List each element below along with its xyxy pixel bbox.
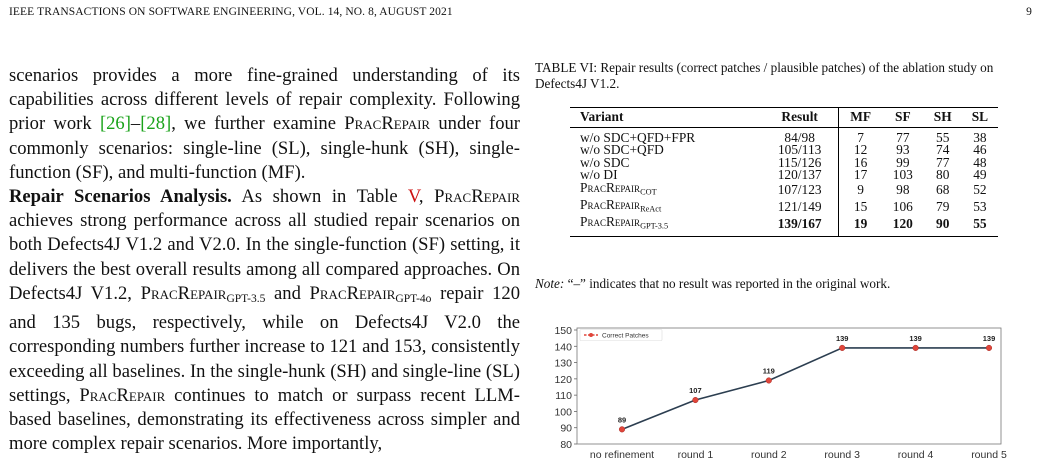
y-tick-label: 110 — [555, 390, 572, 403]
cell-result: 139/167 — [761, 216, 839, 236]
paragraph-scenarios: scenarios provides a more fine-grained understanding of its capabilities across different levels of repair complexity. Following prior work [26]–[28], we further examine PracRepair under four commonly scenarios: single-line (SL), single-hunk (SH), single-function (SF), and multi-function (MF). — [9, 65, 520, 183]
body-text-column — [9, 64, 520, 456]
series-line-correct-patches — [622, 348, 989, 429]
tool-subscript: GPT-3.5 — [226, 293, 266, 306]
page-number: 9 — [1026, 6, 1032, 18]
paragraph-heading: Repair Scenarios Analysis. — [9, 186, 232, 208]
x-tick-label: no refinement — [589, 449, 655, 461]
paragraph-repair-scenarios: Repair Scenarios Analysis. As shown in Table V, PracRepair achieves strong performance across all studied repair scenarios on both Defects4J V1.2 and V2.0. In the single-function (SF) setting, it delivers the best overall results among all compared approaches. On Defects4J V1.2, PracRepair$_{GPT-3.5}$ and PracRepair$_{GPT-4o}$ repair 120 and 135 bugs, respectively, while on Defects4J V2.0 the corresponding numbers further increase to 121 and 153, consistently exceeding all baselines. In the single-hunk (SH) and single-line (SL) settings, PracRepair continues to match or surpass recent LLM-based baselines, demonstrating its effectiveness across simpler and more complex repair scenarios. More importantly, — [9, 186, 520, 455]
cell-sf: 77 — [896, 129, 910, 145]
cell-sl: 53 — [973, 199, 987, 215]
cell-sh: 80 — [936, 167, 950, 183]
x-tick-label: round 4 — [897, 449, 934, 461]
table-header-row — [570, 108, 998, 128]
data-point — [839, 345, 845, 351]
cell-sl: 52 — [973, 182, 987, 198]
data-label: 119 — [762, 366, 775, 376]
cell-sl: 55 — [962, 216, 998, 236]
cell-sl: 49 — [973, 167, 987, 183]
x-tick-label: round 5 — [971, 449, 1007, 461]
citation-link-28[interactable]: [28] — [140, 113, 172, 135]
cell-mf: 19 — [839, 216, 882, 236]
cell-sf: 120 — [882, 216, 924, 236]
cell-variant: w/o SDC+QFD+FPR — [580, 129, 696, 145]
cell-sh: 77 — [936, 154, 950, 170]
table-note — [535, 276, 890, 292]
cell-variant: PracRepair$_{COT}$ — [580, 179, 657, 197]
cell-variant: w/o DI — [580, 167, 618, 183]
col-header: MF — [839, 108, 882, 128]
data-label: 107 — [689, 386, 702, 396]
data-label: 89 — [617, 415, 627, 425]
tool-name: PracRepair — [434, 186, 520, 208]
chart-plot-area — [618, 334, 995, 432]
cell-variant: PracRepair$_{ReAct}$ — [580, 196, 662, 214]
data-point — [986, 345, 992, 351]
cell-sh: 79 — [936, 199, 950, 215]
correct-patches-line-chart — [535, 318, 1007, 464]
col-header: SH — [924, 108, 962, 128]
cell-result: 121/149 — [761, 199, 839, 216]
cell-result: 115/126 — [761, 157, 839, 170]
cell-variant: PracRepair$_{GPT-3.5}$ — [570, 216, 761, 236]
data-point — [693, 397, 699, 403]
chart-legend — [580, 330, 662, 341]
y-tick-label: 120 — [554, 373, 572, 386]
y-tick-label: 90 — [560, 422, 572, 435]
cell-sf: 98 — [896, 182, 910, 198]
cell-result: 120/137 — [761, 169, 839, 182]
ablation-table — [570, 107, 998, 237]
cell-sl: 48 — [973, 154, 987, 170]
col-header: SF — [882, 108, 924, 128]
cell-sf: 103 — [892, 167, 913, 183]
cell-sl: 38 — [973, 129, 987, 145]
cell-sf: 93 — [896, 142, 910, 158]
y-tick-label: 100 — [554, 406, 572, 419]
x-tick-label: round 2 — [750, 449, 787, 461]
tool-name: PracRepair — [79, 384, 166, 406]
table-ref-link[interactable]: V — [407, 186, 419, 208]
citation-link-26[interactable]: [26] — [99, 113, 131, 135]
tool-subscript: GPT-4o — [395, 293, 432, 306]
data-label: 139 — [909, 333, 922, 343]
table-caption: TABLE VI: Repair results (correct patches / plausible patches) of the ablation study on Defects4J V1.2. — [535, 60, 994, 91]
legend-marker — [589, 333, 593, 337]
table-row — [570, 216, 998, 236]
cell-variant: w/o SDC+QFD — [580, 142, 664, 158]
y-tick-label: 130 — [554, 357, 572, 370]
data-point — [766, 378, 772, 384]
chart-axes — [554, 325, 1006, 461]
data-label: 139 — [982, 333, 996, 343]
tool-name: PracRepair — [344, 113, 431, 135]
col-header: Result — [761, 108, 839, 128]
cell-sh: 90 — [924, 216, 962, 236]
tool-name: PracRepair — [140, 282, 227, 304]
tool-name: PracRepair — [309, 282, 396, 304]
x-tick-label: round 3 — [824, 449, 861, 461]
cell-sh: 55 — [936, 129, 950, 145]
note-text: “–” indicates that no result was reported in the original work. — [564, 276, 891, 291]
cell-result: 107/123 — [761, 182, 839, 199]
cell-mf: 12 — [853, 142, 868, 158]
page-header — [9, 6, 1032, 22]
plot-frame — [577, 328, 1001, 444]
cell-result: 84/98 — [761, 127, 839, 144]
journal-title: IEEE TRANSACTIONS ON SOFTWARE ENGINEERING, VOL. 14, NO. 8, AUGUST 2021 — [9, 6, 453, 18]
y-tick-label: 80 — [560, 439, 572, 451]
cell-sh: 68 — [936, 182, 950, 198]
cell-sf: 106 — [892, 199, 913, 215]
data-point — [913, 345, 919, 351]
legend-label: Correct Patches — [602, 332, 649, 340]
cell-sf: 99 — [896, 154, 910, 170]
y-tick-label: 150 — [554, 325, 572, 337]
cell-mf: 9 — [857, 182, 864, 198]
cell-mf: 17 — [853, 167, 868, 183]
col-header: SL — [962, 108, 998, 128]
y-tick-label: 140 — [554, 341, 572, 354]
cell-mf: 15 — [853, 199, 868, 215]
cell-sl: 46 — [973, 142, 987, 158]
cell-mf: 7 — [857, 129, 864, 145]
note-label: Note: — [535, 276, 565, 291]
cell-result: 105/113 — [761, 144, 839, 157]
x-tick-label: round 1 — [677, 449, 714, 461]
data-label: 139 — [835, 333, 849, 343]
data-point — [619, 427, 625, 433]
col-header: Variant — [570, 108, 761, 128]
cell-sh: 74 — [936, 142, 950, 158]
cell-variant: w/o SDC — [580, 154, 630, 170]
cell-mf: 16 — [853, 154, 868, 170]
